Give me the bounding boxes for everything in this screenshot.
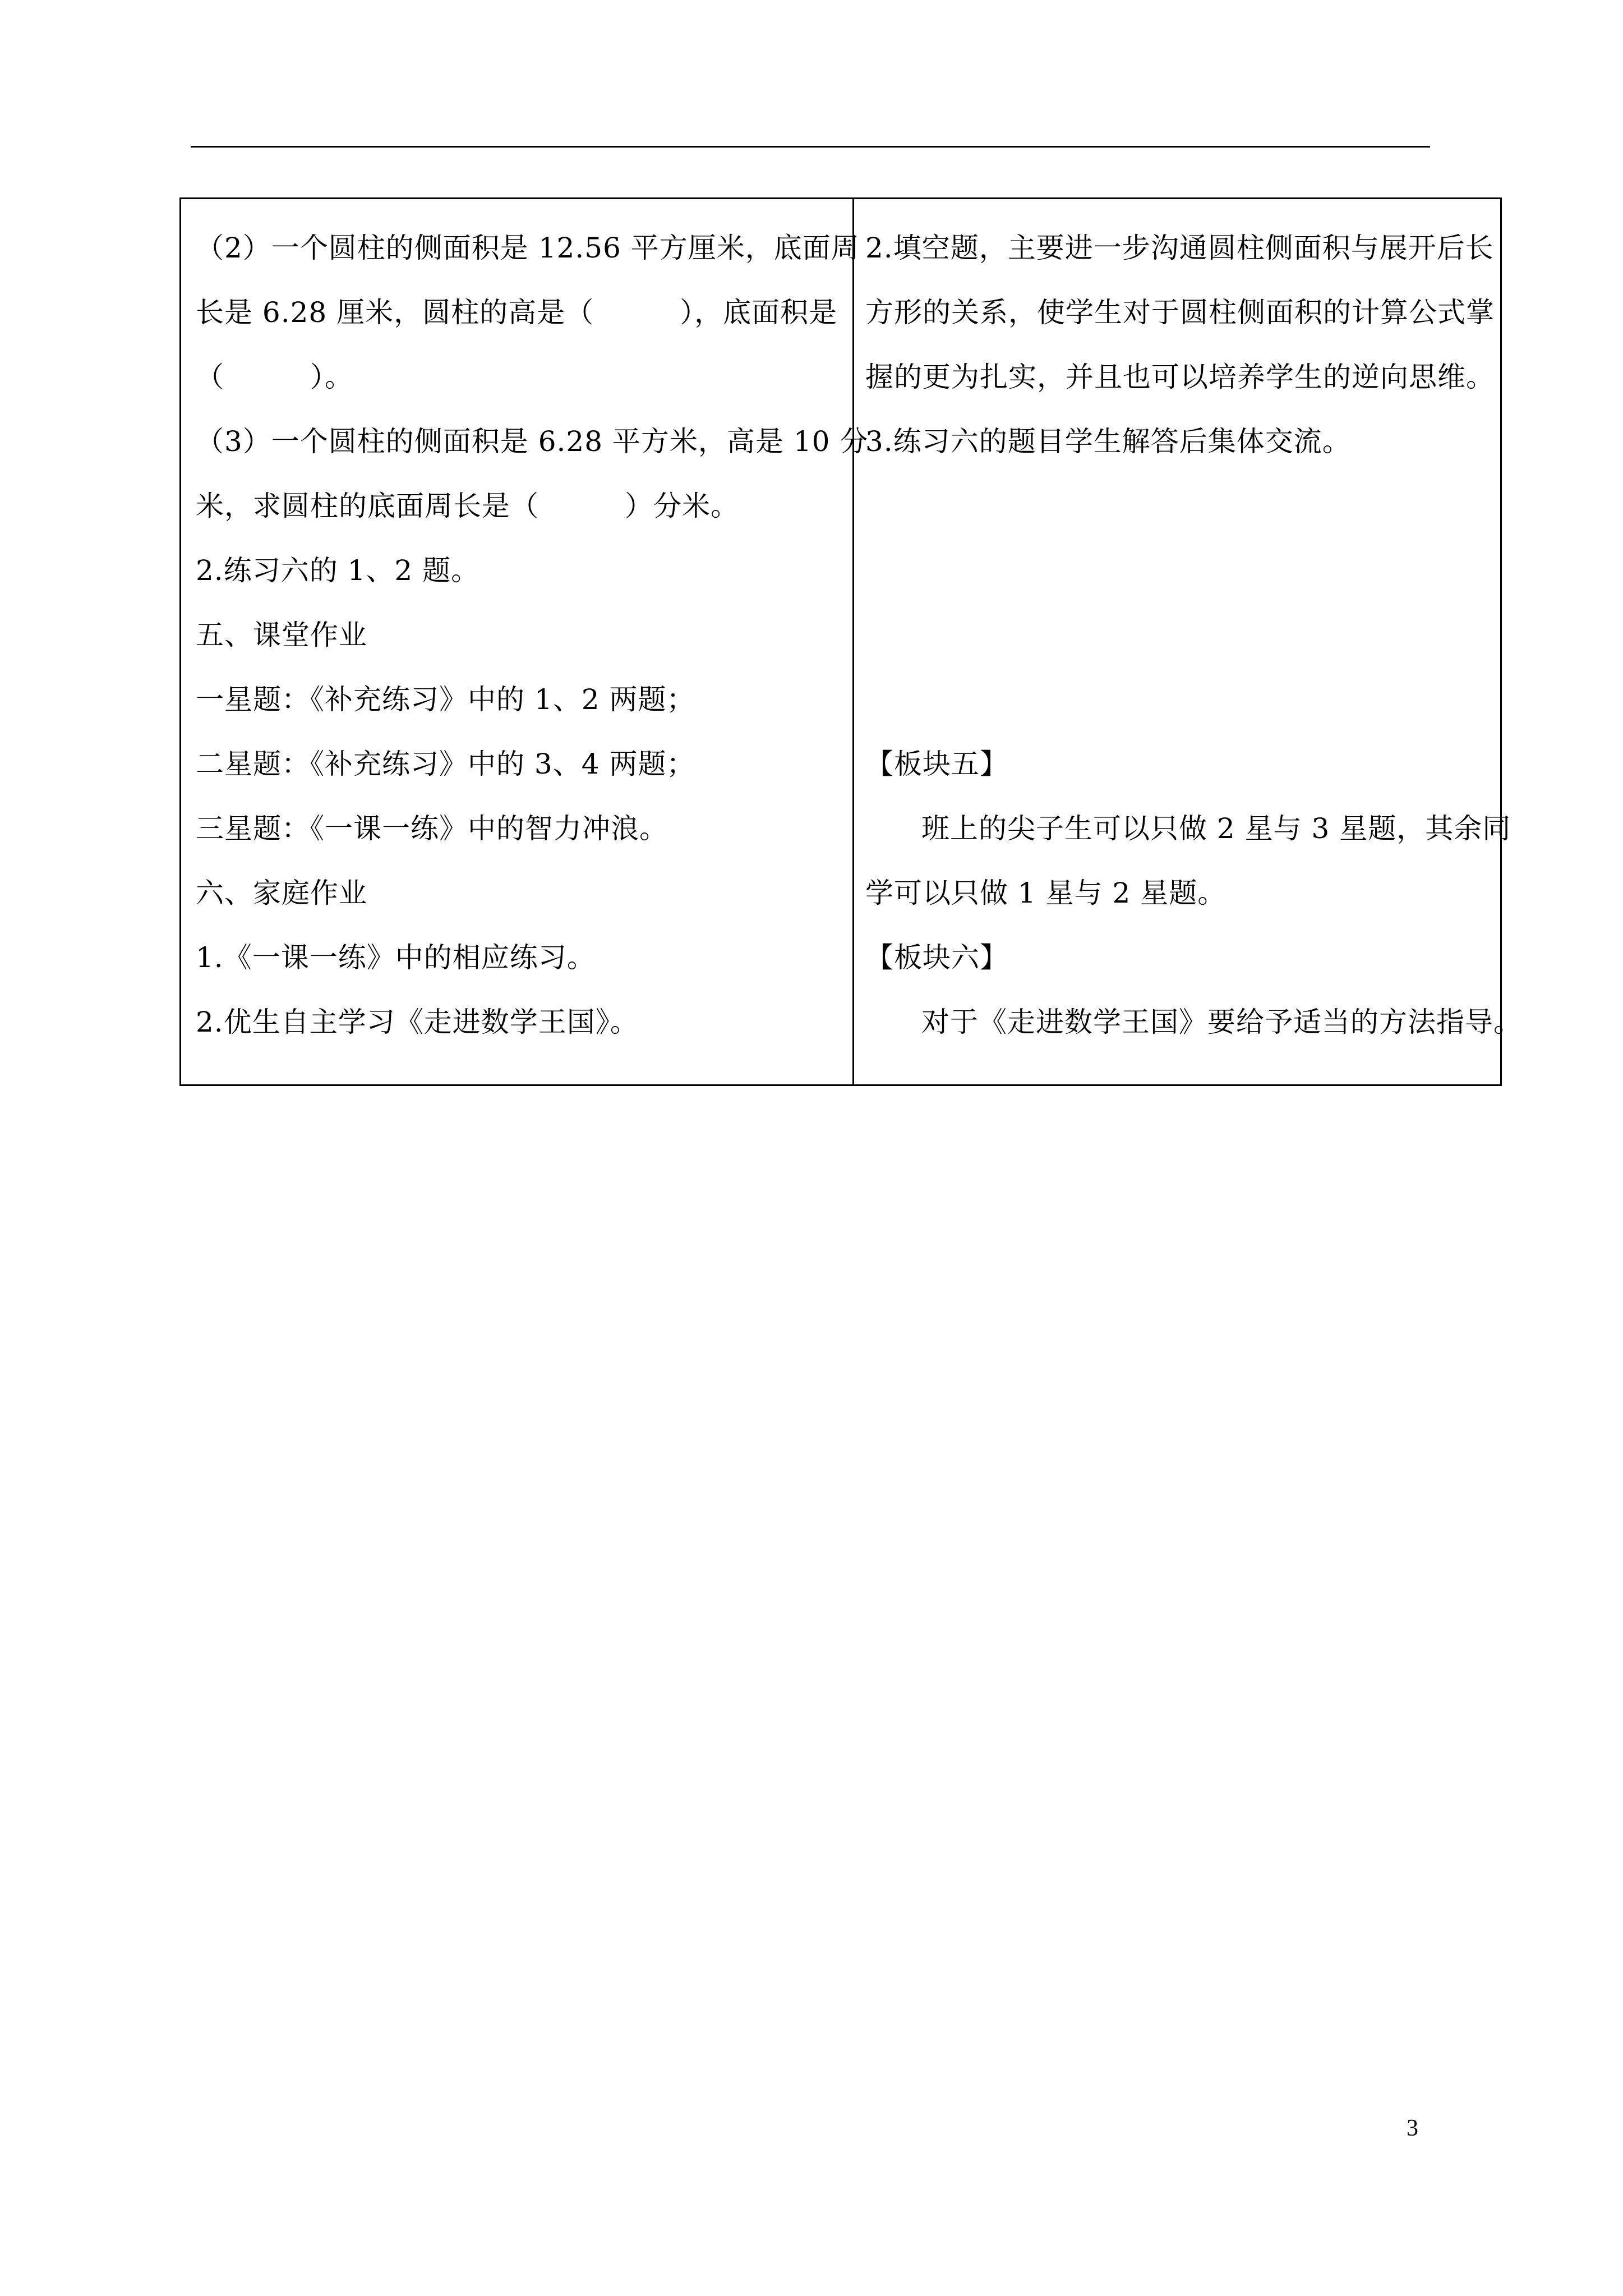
note-line: 2.填空题，主要进一步沟通圆柱侧面积与展开后长 bbox=[865, 232, 1494, 264]
exercise-line: 2.练习六的 1、2 题。 bbox=[196, 554, 480, 587]
teaching-notes-column bbox=[854, 199, 1536, 1084]
homework-item: 1.《一课一练》中的相应练习。 bbox=[196, 941, 596, 974]
section-heading-homework: 六、家庭作业 bbox=[196, 877, 367, 909]
exercise-line: （2）一个圆柱的侧面积是 12.56 平方厘米，底面周 bbox=[196, 232, 860, 264]
classwork-item: 三星题：《一课一练》中的智力冲浪。 bbox=[196, 812, 668, 845]
section-heading-classwork: 五、课堂作业 bbox=[196, 619, 367, 651]
block5-text: 班上的尖子生可以只做 2 星与 3 星题，其余同 bbox=[921, 812, 1511, 845]
note-line: 握的更为扎实，并且也可以培养学生的逆向思维。 bbox=[865, 361, 1495, 393]
block6-text: 对于《走进数学王国》要给予适当的方法指导。 bbox=[921, 1006, 1522, 1038]
block5-title: 【板块五】 bbox=[865, 748, 1008, 780]
page-number: 3 bbox=[1407, 2115, 1418, 2141]
classwork-item: 一星题：《补充练习》中的 1、2 两题； bbox=[196, 683, 695, 716]
exercise-line: （3）一个圆柱的侧面积是 6.28 平方米，高是 10 分 bbox=[196, 425, 869, 458]
classwork-item: 二星题：《补充练习》中的 3、4 两题； bbox=[196, 748, 695, 780]
block6-title: 【板块六】 bbox=[865, 941, 1008, 974]
exercise-line: （ ）。 bbox=[196, 361, 353, 393]
note-line: 方形的关系，使学生对于圆柱侧面积的计算公式掌 bbox=[865, 296, 1495, 329]
note-line: 3.练习六的题目学生解答后集体交流。 bbox=[865, 425, 1351, 458]
lesson-table bbox=[179, 197, 1522, 1086]
exercise-line: 长是 6.28 厘米，圆柱的高是（ ），底面积是 bbox=[196, 296, 838, 329]
block5-text: 学可以只做 1 星与 2 星题。 bbox=[865, 877, 1227, 909]
exercise-column bbox=[181, 199, 869, 1084]
homework-item: 2.优生自主学习《走进数学王国》。 bbox=[196, 1006, 639, 1038]
exercise-line: 米，求圆柱的底面周长是（ ）分米。 bbox=[196, 490, 739, 522]
header-rule bbox=[191, 146, 1430, 148]
